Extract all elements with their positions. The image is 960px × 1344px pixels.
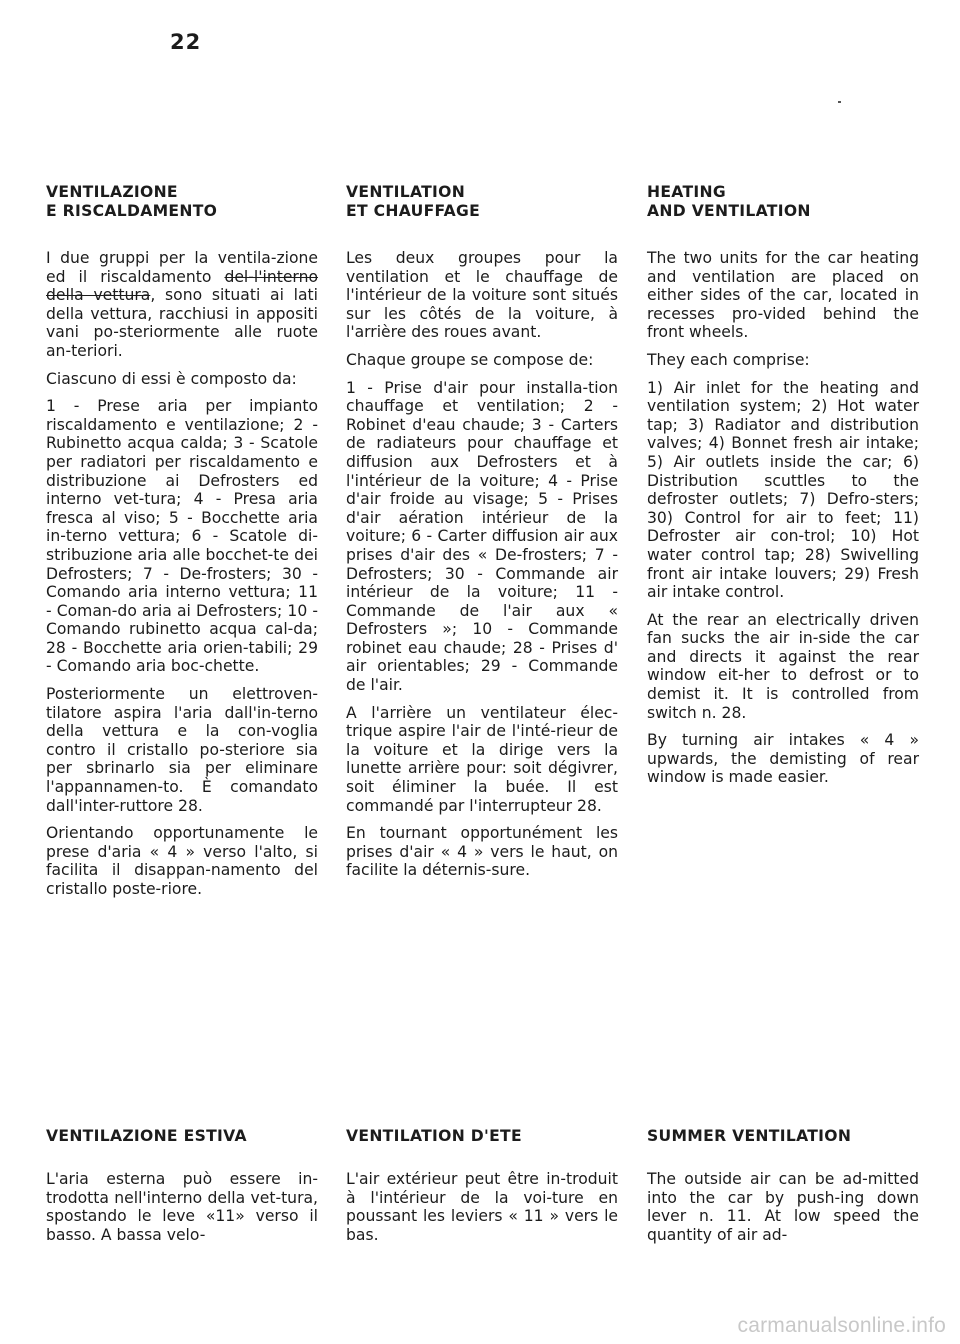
italian-paragraph-composition: Ciascuno di essi è composto da: <box>46 369 297 388</box>
english-paragraph-demisting: By turning air intakes « 4 » upwards, the demisting of rear window is made easier. <box>647 731 919 787</box>
french-summer-paragraph: L'air extérieur peut être in-troduit à l'intérieur de la voi-ture en poussant les leviers « 11 » vers le bas. <box>346 1170 618 1244</box>
french-paragraph-intro: Les deux groupes pour la ventilation et le chauffage de l'intérieur de la voiture sont situés sur les côtés de la voiture, à l'arrière des roues avant. <box>346 249 618 342</box>
french-summer-heading: VENTILATION D'ETE <box>346 1127 522 1145</box>
english-summer-heading: SUMMER VENTILATION <box>647 1127 852 1145</box>
english-heading-line1: HEATING <box>647 183 726 201</box>
french-paragraph-demisting: En tournant opportunément les prises d'air « 4 » vers le haut, on facilite la déternis-sure. <box>346 824 618 880</box>
french-summer-section <box>346 1127 618 1253</box>
english-heading-line2: AND VENTILATION <box>647 202 811 220</box>
french-column <box>346 183 618 889</box>
english-paragraph-intro: The two units for the car heating and ventilation are placed on either sides of the car, located in recesses pro-vided behind the front wheels. <box>647 249 919 342</box>
english-paragraph-parts: 1) Air inlet for the heating and ventilation system; 2) Hot water tap; 3) Radiator and distribution valves; 4) Bonnet fresh air intake; 5) Air outlets inside the car; 6) Distribution scuttles to the defroster outlets; 7) Defro-sters; 30) Control for air to feet; 11) Defroster air con-trol; 10) Hot water control tap; 28) Swivelling front air intake louvers; 29) Fresh air intake control. <box>647 378 919 602</box>
italian-paragraph-demisting: Orientando opportunamente le prese d'aria « 4 » verso l'alto, si facilita il disappan-namento del cristallo poste-riore. <box>46 824 318 898</box>
english-heading <box>647 183 919 221</box>
watermark: carmanualsonline.info <box>737 1314 946 1337</box>
page-number: 22 <box>170 30 202 54</box>
italian-paragraph-intro <box>46 249 318 361</box>
italian-summer-paragraph: L'aria esterna può essere in-trodotta nell'interno della vet-tura, spostando le leve «11» verso il basso. A bassa velo- <box>46 1170 318 1244</box>
italian-column <box>46 183 318 908</box>
italian-intro-end: , sono situati ai lati della vettura, racchiusi in appositi vani po-steriormente alle ruote an-teriori. <box>46 286 318 360</box>
italian-heading-line2: E RISCALDAMENTO <box>46 202 218 220</box>
french-paragraph-composition: Chaque groupe se compose de: <box>346 350 594 369</box>
french-heading <box>346 183 618 221</box>
french-paragraph-rear-fan: A l'arrière un ventilateur élec-trique aspire l'air de l'inté-rieur de la voiture et la dirige vers la lunette arrière pour: soit dégivrer, soit éliminer la buée. Il est commandé par l'interrupteur 28. <box>346 703 618 815</box>
french-paragraph-parts: 1 - Prise d'air pour installa-tion chauffage et ventilation; 2 - Robinet d'eau chaude; 3 - Carters de radiateurs pour chauffage et diffusion aux Defrosters et à l'intérieur de la voiture; 4 - Prise d'air froide au visage; 5 - Prises d'air aération intérieur de la voiture; 6 - Carter diffusion air aux prises d'air des « De-frosters; 7 - Defrosters; 30 - Commande air intérieur de la voiture; 11 - Commande de l'air aux « Defrosters »; 10 - Commande robinet eau chaude; 28 - Prises d' air orientables; 29 - Commande de l'air. <box>346 378 618 695</box>
scan-speck <box>838 101 841 103</box>
english-column <box>647 183 919 796</box>
italian-paragraph-rear-fan: Posteriormente un elettroven-tilatore aspira l'aria dall'in-terno della vettura e la con-voglia contro il cristallo po-steriore sia per sbrinarlo sia per eliminare l'appannamen-to. È comandato dall'inter-ruttore 28. <box>46 685 318 815</box>
english-summer-paragraph: The outside air can be ad-mitted into the car by push-ing down lever n. 11. At low speed the quantity of air ad- <box>647 1170 919 1244</box>
english-summer-section <box>647 1127 919 1253</box>
french-heading-line2: ET CHAUFFAGE <box>346 202 481 220</box>
italian-intro-struck: del-l'interno della vettura <box>46 267 318 305</box>
italian-intro-start: I due gruppi per la ventila-zione ed il riscaldamento <box>46 249 318 286</box>
italian-paragraph-parts: 1 - Prese aria per impianto riscaldamento e ventilazione; 2 - Rubinetto acqua calda; 3 - Scatole per radiatori per riscaldamento e distribuzione ai Defrosters ed interno vet-tura; 4 - Presa aria fresca al viso; 5 - Bocchette aria in-terno vettura; 6 - Scatole di-stribuzione aria alle bocchet-te dei Defrosters; 7 - De-frosters; 30 - Comando aria interno vettura; 11 - Coman-do aria ai Defrosters; 10 - Comando rubinetto acqua cal-da; 28 - Bocchette aria orien-tabili; 29 - Comando aria boc-chette. <box>46 397 318 676</box>
french-heading-line1: VENTILATION <box>346 183 466 201</box>
english-paragraph-composition: They each comprise: <box>647 350 810 369</box>
italian-heading-line1: VENTILAZIONE <box>46 183 178 201</box>
italian-heading <box>46 183 318 221</box>
italian-summer-section <box>46 1127 318 1253</box>
italian-summer-heading: VENTILAZIONE ESTIVA <box>46 1127 247 1145</box>
english-paragraph-rear-fan: At the rear an electrically driven fan sucks the air in-side the car and directs it against the rear window eit-her to defrost or to demist it. It is controlled from switch n. 28. <box>647 610 919 722</box>
